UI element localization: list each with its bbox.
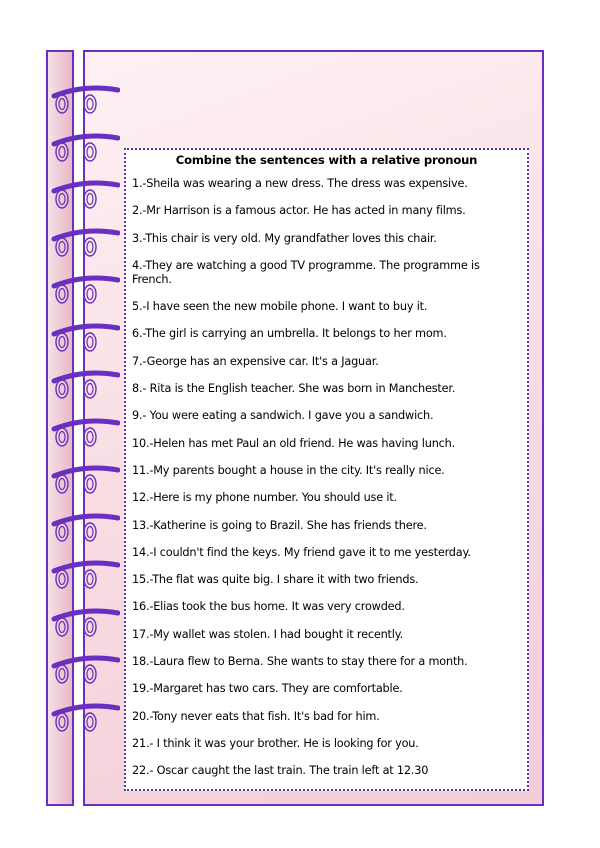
sentence-item: 8.- Rita is the English teacher. She was born in Manchester. (132, 382, 456, 396)
spiral-ring-icon (50, 270, 120, 312)
spacer (132, 314, 521, 327)
spacer (132, 396, 521, 409)
spacer (132, 642, 521, 655)
spacer (132, 614, 521, 627)
spacer (132, 724, 521, 737)
sentence-item: 14.-I couldn't find the keys. My friend gave it to me yesterday. (132, 545, 471, 559)
sentence-item: 17.-My wallet was stolen. I had bought it recently. (132, 627, 403, 641)
spacer (132, 696, 521, 709)
spiral-ring-icon (50, 603, 120, 645)
spiral-ring-icon (50, 223, 120, 265)
sentence-item: 16.-Elias took the bus home. It was very crowded. (132, 600, 405, 614)
sentence-item: 19.-Margaret has two cars. They are comfortable. (132, 682, 403, 696)
spacer (132, 287, 521, 300)
sentence-item: 10.-Helen has met Paul an old friend. He was having lunch. (132, 436, 456, 450)
sentence-item: 9.- You were eating a sandwich. I gave you a sandwich. (132, 409, 434, 423)
spiral-ring-icon (50, 650, 120, 692)
spacer (132, 218, 521, 231)
sentence-item: 7.-George has an expensive car. It's a Jaguar. (132, 354, 379, 368)
spacer (132, 423, 521, 436)
sentence-item: 13.-Katherine is going to Brazil. She has friends there. (132, 518, 427, 532)
sentence-item: 18.-Laura flew to Berna. She wants to stay there for a month. (132, 655, 468, 669)
spacer (132, 533, 521, 546)
spiral-ring-icon (50, 460, 120, 502)
spiral-ring-icon (50, 318, 120, 360)
sentence-item: 5.-I have seen the new mobile phone. I want to buy it. (132, 300, 428, 314)
spiral-ring-icon (50, 508, 120, 550)
sentence-item: 22.- Oscar caught the last train. The train left at 12.30 (132, 764, 429, 778)
sentence-item: 20.-Tony never eats that fish. It's bad for him. (132, 709, 380, 723)
spiral-ring-icon (50, 365, 120, 407)
spacer (132, 751, 521, 764)
spacer (132, 341, 521, 354)
worksheet-box (124, 148, 529, 791)
spacer (132, 369, 521, 382)
spiral-ring-icon (50, 555, 120, 597)
spacer (132, 191, 521, 204)
spacer (132, 478, 521, 491)
sentence-item: 4.-They are watching a good TV programme. The programme is French. (132, 258, 480, 286)
worksheet-title: Combine the sentences with a relative pronoun (175, 153, 478, 167)
spiral-ring-icon (50, 413, 120, 455)
sentence-item: 6.-The girl is carrying an umbrella. It belongs to her mom. (132, 327, 447, 341)
sentence-item: 21.- I think it was your brother. He is looking for you. (132, 736, 419, 750)
spacer (132, 587, 521, 600)
spacer (132, 246, 521, 259)
spiral-ring-icon (50, 175, 120, 217)
sentence-item: 11.-My parents bought a house in the city. It's really nice. (132, 463, 445, 477)
spacer (132, 560, 521, 573)
sentence-item: 2.-Mr Harrison is a famous actor. He has acted in many films. (132, 204, 466, 218)
spiral-ring-icon (50, 80, 120, 122)
sentence-item: 12.-Here is my phone number. You should use it. (132, 491, 397, 505)
sentence-list (132, 177, 521, 778)
sentence-item: 3.-This chair is very old. My grandfather loves this chair. (132, 231, 437, 245)
spacer (132, 505, 521, 518)
sentence-item: 1.-Sheila was wearing a new dress. The dress was expensive. (132, 177, 468, 190)
spiral-ring-icon (50, 698, 120, 740)
spiral-ring-icon (50, 128, 120, 170)
sentence-item: 15.-The flat was quite big. I share it with two friends. (132, 573, 419, 587)
spacer (132, 669, 521, 682)
spacer (132, 451, 521, 464)
